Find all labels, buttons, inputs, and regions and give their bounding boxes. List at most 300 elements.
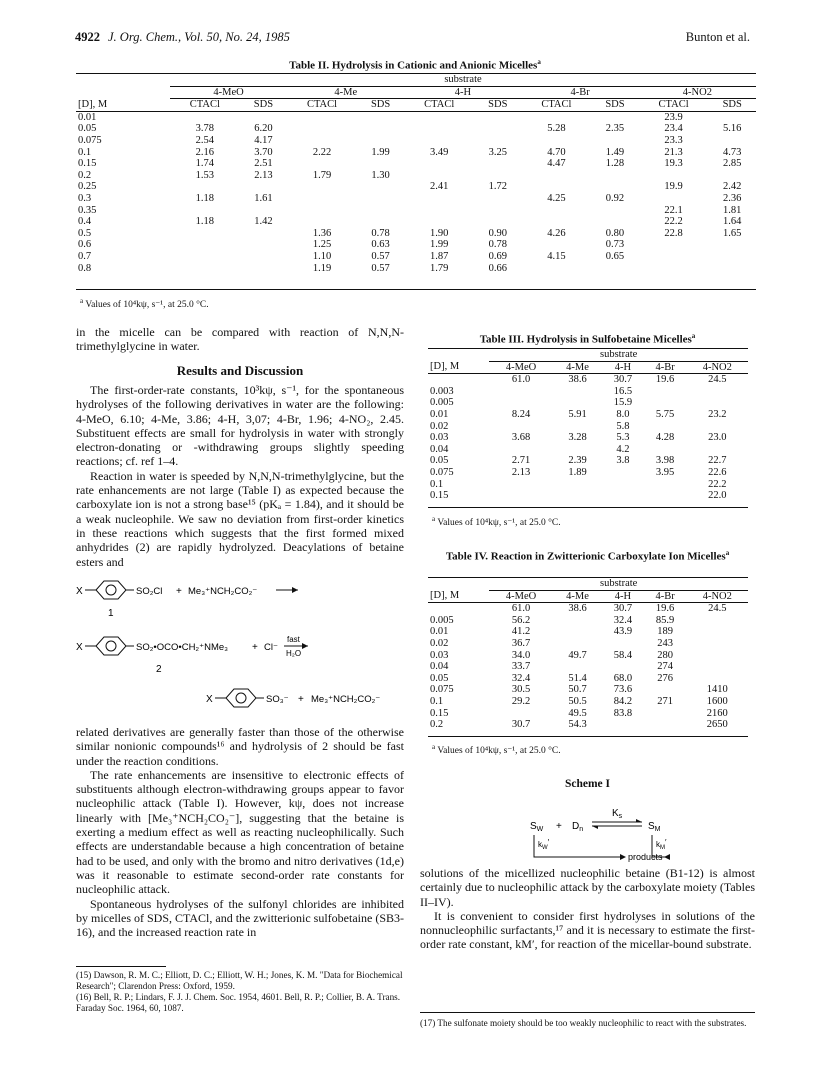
- t4-concentration: 0.2: [430, 719, 444, 731]
- table2-value: 0.57: [371, 250, 390, 262]
- t4-concentration: 0.03: [430, 649, 449, 661]
- table-row: [428, 684, 748, 696]
- t3-value: [644, 397, 687, 409]
- reaction-scheme: [76, 580, 406, 720]
- t4-concentration: 0.15: [430, 707, 449, 719]
- t3-value: [489, 444, 552, 456]
- t3-concentration: 0.05: [430, 455, 449, 467]
- table2-value: 1.87: [430, 250, 449, 262]
- t3-value: 38.6: [568, 374, 587, 386]
- benzene-ring-icon: [226, 689, 256, 707]
- table2-value: 2.16: [195, 146, 215, 158]
- t3-value: 8.24: [511, 408, 531, 420]
- t3-value: [489, 386, 552, 398]
- t4-concentration: 0.005: [430, 614, 454, 626]
- table2-value: [357, 193, 405, 205]
- t3-value: [644, 490, 687, 502]
- table2-value: [474, 111, 522, 123]
- t3-value: [687, 421, 748, 433]
- t4-value: 83.8: [613, 707, 633, 719]
- table2-group-header: 4-H: [404, 86, 521, 99]
- t3-value: [489, 421, 552, 433]
- table2-concentration: 0.15: [78, 158, 97, 170]
- table2-substrate-label: substrate: [170, 74, 756, 87]
- t3-concentration: 0.02: [430, 420, 449, 432]
- t4-value: 56.2: [511, 614, 531, 626]
- t4-concentration: 0.01: [430, 626, 449, 638]
- table2-value: [474, 170, 522, 182]
- scheme-dn: D: [572, 821, 580, 832]
- table-row: [428, 455, 748, 467]
- table2-value: 2.35: [605, 123, 625, 135]
- table2-value: [240, 263, 288, 275]
- table2-concentration: 0.2: [78, 169, 92, 181]
- arrow-icon: [292, 587, 298, 593]
- running-header: [75, 30, 290, 45]
- t3-value: 61.0: [511, 374, 531, 386]
- table2-value: 1.19: [312, 262, 332, 274]
- table2-value: [240, 181, 288, 193]
- table2-value: 2.51: [254, 158, 273, 170]
- table2-value: 4.73: [723, 146, 742, 158]
- table2-concentration: 0.8: [78, 262, 92, 274]
- scheme-km-mark: ′: [665, 838, 667, 847]
- table2-value: 0.73: [605, 239, 625, 251]
- table-row: [428, 374, 748, 386]
- table2-value: [240, 205, 288, 217]
- table2-value: 1.79: [312, 169, 332, 181]
- table4-substrate-label: substrate: [489, 578, 748, 591]
- table2-value: [474, 123, 522, 135]
- table-row: [76, 123, 756, 135]
- t4-value: [553, 626, 602, 638]
- t3-value: 3.8: [616, 455, 630, 467]
- t4-value: [602, 638, 643, 650]
- t4-value: 29.2: [511, 695, 531, 707]
- table2-value: [522, 263, 592, 275]
- table2-value: 1.10: [312, 250, 332, 262]
- t3-value: 24.5: [708, 374, 727, 386]
- paragraph: It is convenient to consider first hydrolyses in solutions of the nonnucleophilic surfactants,¹⁷ and it is necessary to estimate the first-order rate constant, kM′, for reaction of the micellar-bound substrate.: [420, 908, 755, 952]
- t4-column-header: 4-MeO: [505, 590, 537, 602]
- reaction-r2-left: X: [76, 642, 83, 653]
- t4-value: 51.4: [568, 672, 587, 684]
- t4-value: 68.0: [613, 672, 633, 684]
- t4-value: 30.7: [511, 719, 531, 731]
- table-row: [428, 696, 748, 708]
- t3-value: [644, 479, 687, 491]
- table-row: [76, 111, 756, 123]
- t4-concentration: 0.04: [430, 661, 449, 673]
- t3-value: [687, 444, 748, 456]
- authors: Bunton et al.: [685, 30, 750, 44]
- table2-value: 2.42: [723, 181, 742, 193]
- table2-value: 4.17: [254, 134, 273, 146]
- table2-value: [474, 205, 522, 217]
- table2-group-header: 4-MeO: [170, 86, 287, 99]
- table2-value: 0.78: [488, 239, 507, 251]
- t3-value: 1.89: [568, 466, 587, 478]
- t4-value: [489, 708, 552, 720]
- table-row: [428, 673, 748, 685]
- table2-value: 0.57: [371, 262, 390, 274]
- t3-value: [644, 444, 687, 456]
- table2-column-header: CTACl: [306, 99, 338, 111]
- table-row: [428, 719, 748, 731]
- t4-value: 84.2: [613, 695, 633, 707]
- table-row: [428, 409, 748, 421]
- t4-value: 189: [657, 626, 673, 638]
- table2-group-header: 4-Me: [287, 86, 404, 99]
- t3-concentration: 0.003: [430, 385, 454, 397]
- scheme-kw-mark: ′: [547, 838, 550, 847]
- table2-caption: Table II. Hydrolysis in Cationic and Anionic Micelles$^a$: [289, 58, 541, 72]
- t3-value: 3.98: [655, 455, 675, 467]
- table2-value: 1.53: [195, 169, 215, 181]
- table2-value: 0.65: [605, 250, 625, 262]
- t3-value: 4.2: [616, 443, 630, 455]
- table4-caption: Table IV. Reaction in Zwitterionic Carboxylate Ion Micelles$^a$: [445, 549, 730, 563]
- scheme-plus: +: [556, 821, 562, 832]
- table2-value: [708, 251, 756, 263]
- table2-value: [522, 239, 592, 251]
- table2-column-header: SDS: [488, 99, 508, 111]
- scheme-km-sub: M: [660, 845, 665, 851]
- svg-text:SM: [648, 821, 661, 833]
- t4-value: 24.5: [708, 603, 727, 615]
- t3-concentration: 0.075: [430, 466, 454, 478]
- t4-column-header: 4-NO2: [702, 590, 732, 602]
- paragraph: Spontaneous hydrolyses of the sulfonyl chlorides are inhibited by micelles of SDS, CTACl, and the zwitterionic sulfobetaine (SB3-16), and the increased reaction rate in: [76, 896, 404, 940]
- table-row: [76, 181, 756, 193]
- table2-concentration: 0.1: [78, 146, 92, 158]
- scheme-sm-sub: M: [654, 826, 661, 833]
- table2-value: [639, 170, 709, 182]
- scheme-diagram: [520, 795, 720, 865]
- t4-value: 2650: [706, 719, 728, 731]
- table2-value: 23.3: [664, 134, 683, 146]
- reaction-r3-left: X: [206, 694, 213, 705]
- left-column-intro: in the micelle can be compared with reaction of N,N,N-trimethylglycine in water.: [76, 325, 404, 354]
- t4-concentration: 0.05: [430, 672, 449, 684]
- table2-value: 1.81: [723, 204, 742, 216]
- table2-value: 1.61: [254, 192, 273, 204]
- t3-concentration: 0.03: [430, 432, 449, 444]
- t4-value: 41.2: [511, 626, 531, 638]
- t4-value: [602, 661, 643, 673]
- table2-column-header: SDS: [605, 99, 625, 111]
- t4-value: 54.3: [568, 719, 587, 731]
- t4-value: [687, 661, 748, 673]
- table2-value: [287, 181, 357, 193]
- table4-rule: [428, 736, 748, 737]
- table2-value: [591, 170, 639, 182]
- table2-value: 1.25: [312, 239, 332, 251]
- svg-text:SW: [530, 821, 544, 833]
- table2-value: 23.4: [664, 123, 683, 135]
- reference-17: (17) The sulfonate moiety should be too weakly nucleophilic to react with the substrates.: [420, 1018, 747, 1028]
- t4-value: 32.4: [511, 672, 531, 684]
- svg-text:Dn: [572, 821, 583, 833]
- table2-value: 1.74: [195, 158, 215, 170]
- table2-value: 6.20: [254, 123, 273, 135]
- t3-value: [489, 479, 552, 491]
- journal-citation: J. Org. Chem., Vol. 50, No. 24, 1985: [108, 30, 290, 44]
- table2-value: [287, 216, 357, 228]
- table2-value: [170, 263, 240, 275]
- table2-value: 1.99: [430, 239, 449, 251]
- t4-value: [687, 650, 748, 662]
- t3-value: [553, 444, 602, 456]
- t4-value: [687, 626, 748, 638]
- t4-value: 1410: [706, 684, 728, 696]
- t4-concentration: 0.02: [430, 637, 449, 649]
- table2-value: [170, 205, 240, 217]
- t3-value: [687, 397, 748, 409]
- reaction-r2-ion: Cl⁻: [264, 642, 278, 653]
- table-row: [428, 444, 748, 456]
- table2-value: 4.25: [547, 192, 566, 204]
- table2-value: 2.36: [723, 192, 742, 204]
- t3-value: 5.75: [655, 408, 675, 420]
- left-column-body: [76, 383, 404, 569]
- table2-value: 1.99: [371, 146, 390, 158]
- table2-concentration: 0.4: [78, 216, 92, 228]
- t4-value: 274: [657, 661, 673, 673]
- t4-value: 43.9: [613, 626, 633, 638]
- paragraph: The rate enhancements are insensitive to electronic effects of substituents although electron-withdrawing groups appear to favor nucleophilic attack (Table I). However, kψ, does not increase linearly with [Me₃⁺NCH₂CO₂⁻], suggesting that the betaine is exerting a medium effect as well as reacting nucleophilically. Such effects are understandable because a high concentration of betaine had to be used, and only with the bromo and nitro derivatives (1d,e) was it reasonable to estimate second-order rate constants for nucleophilic attack.: [76, 767, 404, 897]
- table3: [428, 348, 748, 502]
- table2-value: [522, 205, 592, 217]
- table2-value: [591, 216, 639, 228]
- table2-value: 2.22: [312, 146, 332, 158]
- reference-16: (16) Bell, R. P.; Lindars, F. J. J. Chem. Soc. 1954, 4601. Bell, R. P.; Collier, B. A. Trans. Faraday Soc. 1964, 60, 1087.: [76, 992, 401, 1013]
- table2-value: [591, 181, 639, 193]
- t4-value: 50.7: [568, 684, 587, 696]
- table2-value: [357, 205, 405, 217]
- table2-value: [522, 216, 592, 228]
- t4-value: 19.6: [655, 603, 675, 615]
- benzene-ring-icon: [96, 637, 126, 655]
- t4-value: 243: [657, 637, 673, 649]
- table-row: [428, 638, 748, 650]
- table2-value: 1.65: [723, 227, 742, 239]
- table2-value: [639, 263, 709, 275]
- t3-column-header: 4-NO2: [702, 361, 732, 373]
- table2-value: [591, 263, 639, 275]
- reaction-r1-reagent: Me₃⁺NCH₂CO₂⁻: [188, 586, 258, 597]
- table2-value: 0.92: [605, 192, 625, 204]
- table-row: [76, 147, 756, 159]
- table2-value: [170, 251, 240, 263]
- scheme-title: Scheme I: [564, 778, 611, 790]
- table2-concentration: 0.6: [78, 239, 92, 251]
- table-row: [428, 615, 748, 627]
- table-row: [76, 170, 756, 182]
- table2-value: [240, 239, 288, 251]
- table2-value: 3.78: [195, 123, 215, 135]
- table2-column-header: CTACl: [424, 99, 455, 111]
- table2-value: 5.28: [547, 123, 566, 135]
- table2-value: [404, 193, 474, 205]
- paragraph: related derivatives are generally faster than those of the otherwise similar nonionic compounds¹⁶ and hydrolysis of 2 should be fast under the reaction conditions.: [76, 725, 404, 768]
- table2-value: 22.2: [664, 216, 683, 228]
- table2-value: [522, 111, 592, 123]
- t3-value: 3.95: [655, 466, 675, 478]
- t4-value: [687, 615, 748, 627]
- table3-caption: Table III. Hydrolysis in Sulfobetaine Micelles$^a$: [479, 332, 696, 346]
- table2-value: [170, 239, 240, 251]
- t4-value: 1600: [706, 695, 728, 707]
- table2-column-header: SDS: [722, 99, 742, 111]
- t3-column-header: 4-Me: [566, 361, 589, 373]
- table2-value: [591, 135, 639, 147]
- t3-value: 2.71: [511, 455, 531, 467]
- table2-value: 0.78: [371, 227, 390, 239]
- t4-value: [553, 615, 602, 627]
- t4-value: 30.7: [613, 603, 633, 615]
- table2-value: 21.3: [664, 146, 683, 158]
- table2-concentration: 0.35: [78, 204, 97, 216]
- t3-value: 4.28: [655, 432, 675, 444]
- table2-value: [287, 158, 357, 170]
- table2-value: 2.85: [723, 158, 742, 170]
- table-row: [76, 158, 756, 170]
- t3-column-header: 4-MeO: [505, 361, 537, 373]
- scheme-kw-sub: W: [542, 845, 548, 851]
- table2-concentration: 0.5: [78, 227, 92, 239]
- table3-substrate-label: substrate: [489, 349, 748, 362]
- table2-value: [287, 123, 357, 135]
- table2-column-header: SDS: [370, 99, 391, 111]
- reaction-r1-plus: +: [176, 586, 182, 597]
- reaction-r2-water: H₂O: [286, 649, 302, 658]
- scheme-ks: K: [612, 808, 619, 819]
- t3-concentration: 0.04: [430, 443, 449, 455]
- table2-value: [522, 170, 592, 182]
- left-references: [76, 970, 404, 1014]
- arrow-icon: [302, 643, 308, 649]
- t3-value: [602, 490, 643, 502]
- scheme-sm: S: [648, 821, 655, 832]
- table2-concentration: 0.7: [78, 250, 92, 262]
- table2-value: [170, 181, 240, 193]
- table2-concentration: 0.3: [78, 192, 92, 204]
- table2-concentration: 0.01: [78, 111, 97, 123]
- t4-value: [687, 673, 748, 685]
- table2-column-header: CTACl: [541, 99, 572, 111]
- table2-value: 22.8: [664, 227, 683, 239]
- table2-value: 1.18: [195, 192, 215, 204]
- table2-value: 3.70: [254, 146, 273, 158]
- t3-concentration: 0.15: [430, 490, 449, 502]
- footnote-rule: [76, 966, 166, 967]
- table2-value: 1.64: [723, 216, 742, 228]
- table2-value: [357, 111, 405, 123]
- t3-value: 19.6: [655, 374, 675, 386]
- t4-value: 58.4: [613, 649, 633, 661]
- t4-value: 2160: [706, 707, 728, 719]
- table-row: [76, 228, 756, 240]
- t3-value: [602, 467, 643, 479]
- table2-value: 4.47: [547, 158, 566, 170]
- table2-value: 3.25: [488, 146, 507, 158]
- table2-value: 5.16: [723, 123, 742, 135]
- t4-value: 49.5: [568, 707, 587, 719]
- t3-value: 22.2: [708, 478, 727, 490]
- t3-value: 22.6: [708, 466, 727, 478]
- table-row: [76, 193, 756, 205]
- scheme-ks-sub: s: [618, 813, 623, 820]
- table2-group-header: 4-Br: [522, 86, 639, 99]
- t3-column-header: [D], M: [430, 361, 460, 373]
- table2-value: [404, 170, 474, 182]
- t4-value: [553, 661, 602, 673]
- table2-rule: [76, 289, 756, 290]
- table-row: [76, 263, 756, 275]
- reaction-r3-product: Me₃⁺NCH₂CO₂⁻: [311, 694, 381, 705]
- paragraph: The first-order-rate constants, 10³kψ, s⁻¹, for the spontaneous hydrolyses of the following derivatives in water are the following: 4-MeO, 6.10; 4-Me, 3.86; 4-H, 3,07; 4-Br, 1.96; 4-NO₂, 2.45. Substituent effects are small for hydrolysis in water with strongly electron-donating or -withdrawing groups slightly speeding reactions; cf. ref 1–4.: [76, 383, 404, 469]
- t4-column-header: [D], M: [430, 590, 460, 602]
- t3-column-header: 4-H: [614, 361, 632, 373]
- table2-value: 1.90: [430, 227, 449, 239]
- reaction-r2-fast: fast: [287, 635, 300, 644]
- scheme-products: products: [628, 852, 663, 862]
- table2-value: 1.18: [195, 216, 215, 228]
- paragraph: solutions of the micellized nucleophilic betaine (B1-12) is almost certainly due to nucleophilic attack by the carboxylate moiety (Tables II–IV).: [420, 866, 755, 909]
- t3-value: 16.5: [613, 385, 633, 397]
- t4-column-header: 4-H: [614, 590, 632, 602]
- table2-group-header: 4-NO2: [639, 86, 756, 99]
- table2-value: [591, 205, 639, 217]
- t3-value: 22.7: [708, 455, 727, 467]
- table2-value: [474, 158, 522, 170]
- t4-concentration: 0.075: [430, 684, 454, 696]
- scheme-sw: S: [530, 821, 537, 832]
- t3-value: [489, 490, 552, 502]
- t3-value: [644, 421, 687, 433]
- table-row: [428, 650, 748, 662]
- table2-value: 22.1: [664, 204, 683, 216]
- t3-value: 2.39: [568, 455, 587, 467]
- table2-value: 2.13: [254, 169, 273, 181]
- table2-concentration: 0.075: [78, 134, 102, 146]
- table4: [428, 577, 748, 731]
- table2-value: [287, 111, 357, 123]
- table2-value: 2.54: [195, 134, 215, 146]
- table2-value: [287, 193, 357, 205]
- svg-text:kW′: [538, 838, 550, 851]
- t3-value: [602, 479, 643, 491]
- table2-value: 4.15: [547, 250, 566, 262]
- table2-value: [708, 111, 756, 123]
- table-row: [428, 421, 748, 433]
- table2-value: [708, 239, 756, 251]
- table-row: [428, 386, 748, 398]
- t4-value: 32.4: [613, 614, 633, 626]
- t4-value: 30.5: [511, 684, 531, 696]
- scheme-dn-sub: n: [579, 826, 584, 833]
- table2-value: [474, 193, 522, 205]
- svg-text:Ks: [612, 808, 623, 820]
- table2-value: 1.36: [312, 227, 332, 239]
- t4-value: [687, 638, 748, 650]
- t4-value: 38.6: [568, 603, 587, 615]
- table-row: [428, 708, 748, 720]
- t4-value: 276: [657, 672, 673, 684]
- table2-value: 0.69: [488, 250, 507, 262]
- t3-value: 5.3: [616, 432, 630, 444]
